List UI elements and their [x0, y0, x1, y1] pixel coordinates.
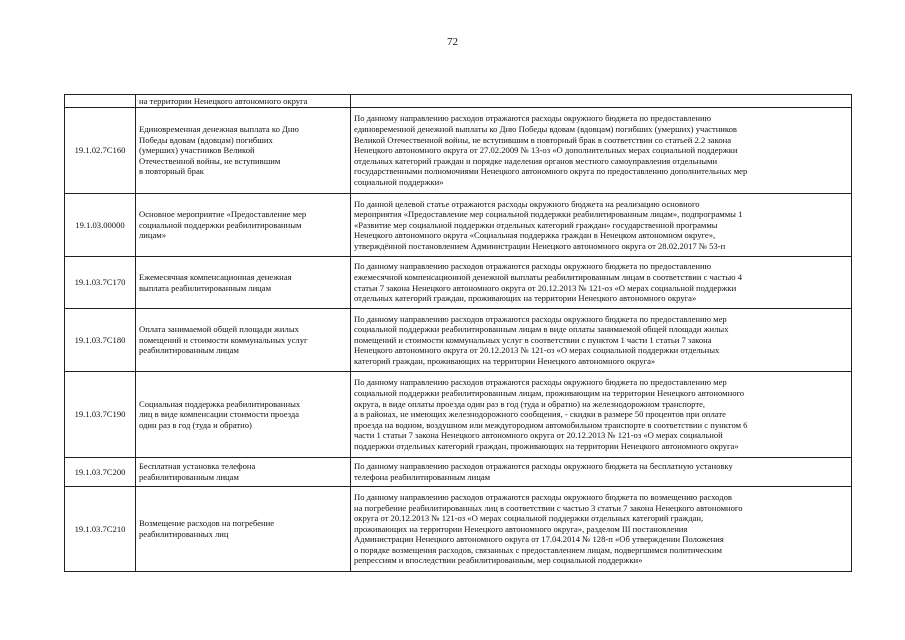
name-line: лицам» — [139, 230, 167, 241]
table-row — [65, 95, 852, 108]
name-line: Социальная поддержка реабилитированных — [139, 398, 301, 409]
description-line: социальной поддержки» — [354, 176, 444, 187]
description-cell — [351, 257, 852, 309]
description-line: Ненецкого автономного округа от 20.12.2013 № 121-оз «О мерах социальной поддержки отдельных — [354, 345, 720, 356]
name-line: реабилитированным лицам — [139, 345, 239, 356]
name-line: Отечественной войны, не вступившим — [139, 155, 281, 166]
name-line: реабилитированным лицам — [139, 472, 239, 482]
description-cell — [351, 487, 852, 572]
name-cell — [136, 257, 351, 309]
code-cell: 19.1.03.7С210 — [65, 487, 136, 572]
description-line: По данному направлению расходов отражаются расходы окружного бюджета на бесплатную установку — [354, 461, 733, 472]
description-line: о порядке возмещения расходов, связанных с предоставлением лицам, подвергшимся политическим — [354, 544, 722, 555]
name-line: реабилитированных лиц — [139, 529, 229, 539]
description-line: По данному направлению расходов отражаются расходы окружного бюджета по предоставлению мер — [354, 377, 727, 388]
description-line: округа, в виде оплаты проезда один раз в год (туда и обратно) на железнодорожном транспорте, — [354, 398, 706, 409]
page-number: 72 — [447, 36, 458, 48]
description-line: а в районах, не имеющих железнодорожного сообщения, - скидки в размере 50 процентов при оплате — [354, 409, 726, 420]
description-cell — [351, 194, 852, 257]
name-line: выплата реабилитированным лицам — [139, 282, 272, 293]
description-line: на погребение реабилитированных лиц в соответствии с частью 3 статьи 7 закона Ненецкого автономного — [354, 502, 743, 513]
name-line: Ежемесячная компенсационная денежная — [139, 271, 292, 282]
name-cell — [136, 372, 351, 458]
code-cell: 19.1.03.7С180 — [65, 309, 136, 372]
description-line: По данному направлению расходов отражаются расходы окружного бюджета по предоставлению — [354, 113, 711, 124]
description-line: По данному направлению расходов отражаются расходы окружного бюджета по предоставлению мер — [354, 313, 727, 324]
description-line: репрессиям и впоследствии реабилитированным, мер социальной поддержки» — [354, 555, 643, 566]
code-cell: 19.1.03.7С200 — [65, 458, 136, 487]
code-cell: 19.1.02.7С160 — [65, 108, 136, 194]
name-line: Единовременная денежная выплата ко Дню — [139, 124, 299, 135]
description-line: помещений и стоимости коммунальных услуг в соответствии с пунктом 1 части 1 статьи 7 закона — [354, 334, 712, 345]
description-line: По данному направлению расходов отражаются расходы окружного бюджета по возмещению расходов — [354, 491, 732, 502]
name-cell — [136, 309, 351, 372]
table-row — [65, 309, 852, 372]
description-line: Великой Отечественной войны, не вступившим в повторный брак в соответствии со статьей 2.2 закона — [354, 134, 732, 145]
name-line: лиц в виде компенсации стоимости проезда — [139, 409, 300, 420]
table-row — [65, 372, 852, 458]
description-line: социальной поддержки реабилитированным лицам, проживающим на территории Ненецкого автономного — [354, 388, 745, 399]
description-line: Администрации Ненецкого автономного округа от 17.04.2014 № 128-п «Об утверждении Положения — [354, 534, 724, 545]
description-line: части 1 статьи 7 закона Ненецкого автономного округа от 20.12.2013 № 121-оз «О мерах социальной — [354, 430, 723, 441]
name-line: Победы вдовам (вдовцам) погибших — [139, 134, 273, 145]
description-line: телефона реабилитированным лицам — [354, 472, 491, 482]
name-cell — [136, 194, 351, 257]
name-cell — [136, 108, 351, 194]
name-cell — [136, 458, 351, 487]
name-line: социальной поддержки реабилитированным — [139, 219, 302, 230]
description-line: проезда на водном, воздушном или междугородном автомобильном транспорте в соответствии с пунктом 6 — [354, 419, 748, 430]
budget-classification-table — [64, 94, 852, 572]
code-cell: 19.1.03.7С190 — [65, 372, 136, 458]
description-line: округа от 20.12.2013 № 121-оз «О мерах социальной поддержки отдельных категорий граждан, — [354, 513, 704, 524]
description-line: «Развитие мер социальной поддержки отдельных категорий граждан» государственной программы — [354, 219, 718, 230]
description-cell — [351, 309, 852, 372]
name-line: Основное мероприятие «Предоставление мер — [139, 209, 307, 220]
description-line: По данному направлению расходов отражаются расходы окружного бюджета по предоставлению — [354, 261, 711, 272]
name-line: в повторный брак — [139, 166, 204, 177]
table-row — [65, 458, 852, 487]
table-row — [65, 257, 852, 309]
name-line: Бесплатная установка телефона — [139, 461, 256, 472]
description-line: Ненецкого автономного округа от 27.02.2009 № 13-оз «О дополнительных мерах социальной поддержки — [354, 145, 738, 156]
description-line: отдельных категорий граждан и порядке наделения органов местного самоуправления отдельными — [354, 155, 718, 166]
description-line: категорий граждан, проживающих на территории Ненецкого автономного округа» — [354, 355, 656, 366]
description-line: статьи 7 закона Ненецкого автономного округа от 20.12.2013 № 121-оз «О мерах социальной поддержки — [354, 282, 737, 293]
description-line: поддержки отдельных категорий граждан, проживающих на территории Ненецкого автономного округа» — [354, 440, 739, 451]
description-cell — [351, 372, 852, 458]
description-line: По данной целевой статье отражаются расходы окружного бюджета на реализацию основного — [354, 198, 700, 209]
name-cell — [136, 95, 351, 108]
table-row — [65, 487, 852, 572]
description-line: мероприятия «Предоставление мер социальной поддержки реабилитированным лицам», подпрограммы 1 — [354, 209, 743, 220]
description-line: социальной поддержки реабилитированным лицам в виде оплаты занимаемой общей площади жилых — [354, 324, 729, 335]
description-cell — [351, 95, 852, 108]
code-cell: 19.1.03.00000 — [65, 194, 136, 257]
description-cell — [351, 458, 852, 487]
name-line: на территории Ненецкого автономного округа — [139, 95, 308, 106]
code-cell — [65, 95, 136, 108]
description-line: отдельных категорий граждан, проживающих на территории Ненецкого автономного округа» — [354, 293, 697, 304]
table-row — [65, 194, 852, 257]
description-line: ежемесячной компенсационной денежной выплаты реабилитированным лицам в соответствии с частью 4 — [354, 271, 743, 282]
name-line: (умерших) участников Великой — [139, 145, 255, 156]
description-line: государственными полномочиями Ненецкого автономного округа по предоставлению дополнительных мер — [354, 166, 748, 177]
table-row — [65, 108, 852, 194]
name-line: помещений и стоимости коммунальных услуг — [139, 334, 308, 345]
name-line: Возмещение расходов на погребение — [139, 518, 275, 529]
name-line: один раз в год (туда и обратно) — [139, 419, 252, 430]
name-cell — [136, 487, 351, 572]
description-cell — [351, 108, 852, 194]
name-line: Оплата занимаемой общей площади жилых — [139, 324, 299, 335]
description-line: утверждённой постановлением Администрации Ненецкого автономного округа от 28.02.2017 № 53-п — [354, 240, 726, 251]
description-line: проживающих на территории Ненецкого автономного округа», разделом III постановления — [354, 523, 688, 534]
description-line: единовременной денежной выплаты ко Дню Победы вдовам (вдовцам) погибших (умерших) участников — [354, 124, 737, 135]
description-line: Ненецкого автономного округа «Социальная поддержка граждан в Ненецком автономном округе», — [354, 230, 716, 241]
code-cell: 19.1.03.7С170 — [65, 257, 136, 309]
